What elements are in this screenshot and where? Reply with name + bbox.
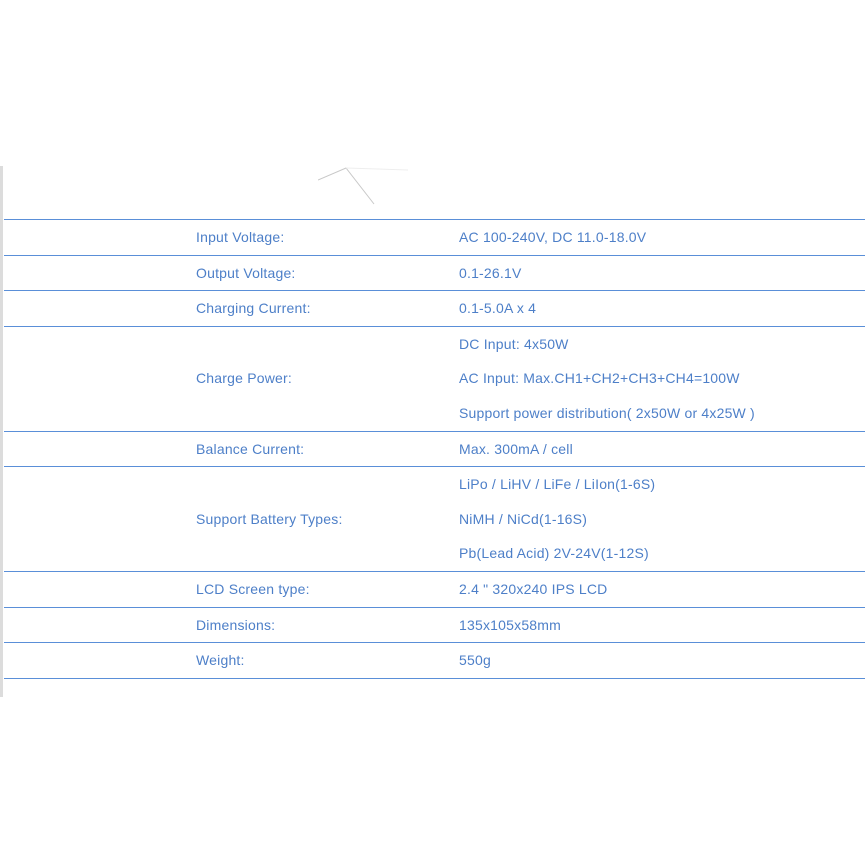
spec-value: AC 100-240V, DC 11.0-18.0V — [459, 229, 647, 245]
spec-value: LiPo / LiHV / LiFe / LiIon(1-6S) — [459, 476, 656, 493]
spec-label-cell — [4, 572, 459, 607]
panel-left-border — [0, 166, 3, 697]
spec-value: 0.1-26.1V — [459, 264, 522, 281]
spec-value: Support power distribution( 2x50W or 4x25W ) — [459, 404, 755, 421]
spec-value: NiMH / NiCd(1-16S) — [459, 510, 588, 527]
spec-label-cell — [4, 220, 459, 255]
spec-value: 2.4 " 320x240 IPS LCD — [459, 580, 608, 597]
spec-values-cell — [459, 467, 865, 571]
spec-values-cell — [459, 643, 865, 678]
spec-label: Charging Current: — [196, 300, 311, 317]
spec-values-cell — [459, 291, 865, 326]
spec-label-cell — [4, 327, 459, 431]
spec-label-cell — [4, 291, 459, 326]
spec-row — [4, 256, 865, 292]
spec-value: 135x105x58mm — [459, 616, 562, 633]
spec-row — [4, 643, 865, 679]
spec-label-cell — [4, 467, 459, 571]
spec-label-cell — [4, 432, 459, 467]
spec-label: Balance Current: — [196, 440, 305, 457]
spec-label: Charge Power: — [196, 370, 292, 387]
spec-values-cell — [459, 608, 865, 643]
spec-label: Output Voltage: — [196, 264, 296, 281]
spec-label: Weight: — [196, 652, 245, 669]
spec-label-cell — [4, 256, 459, 291]
spec-row — [4, 467, 865, 572]
spec-row — [4, 608, 865, 644]
spec-value: Max. 300mA / cell — [459, 440, 573, 457]
spec-row — [4, 291, 865, 327]
spec-values-cell — [459, 572, 865, 607]
spec-row — [4, 432, 865, 468]
spec-label: Dimensions: — [196, 616, 276, 633]
spec-values-cell — [459, 256, 865, 291]
spec-values-cell — [459, 432, 865, 467]
spec-value: AC Input: Max.CH1+CH2+CH3+CH4=100W — [459, 370, 740, 387]
spec-panel — [0, 166, 865, 697]
spec-value: Pb(Lead Acid) 2V-24V(1-12S) — [459, 545, 649, 562]
spec-values-cell — [459, 220, 865, 255]
spec-label: Input Voltage: — [196, 229, 285, 245]
spec-label-cell — [4, 608, 459, 643]
spec-label: LCD Screen type: — [196, 580, 310, 597]
spec-value: DC Input: 4x50W — [459, 335, 569, 352]
spec-values-cell — [459, 327, 865, 431]
spec-value: 0.1-5.0A x 4 — [459, 300, 537, 317]
decorative-stroke-icon — [318, 166, 408, 210]
spec-value: 550g — [459, 652, 491, 669]
spec-table — [4, 219, 865, 679]
spec-row — [4, 327, 865, 432]
spec-label: Support Battery Types: — [196, 510, 343, 527]
spec-label-cell — [4, 643, 459, 678]
spec-row — [4, 572, 865, 608]
spec-row — [4, 220, 865, 256]
